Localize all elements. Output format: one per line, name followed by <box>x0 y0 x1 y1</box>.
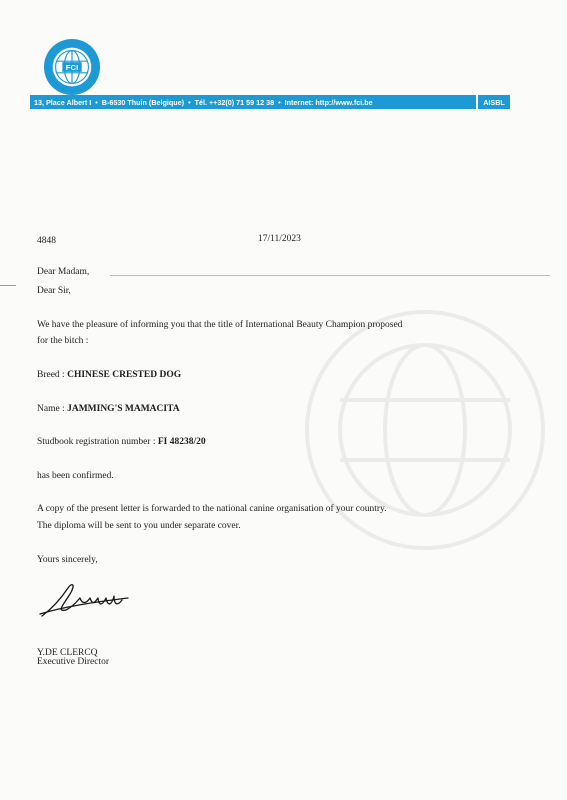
studbook-line <box>37 437 206 447</box>
diploma-line: The diploma will be sent to you under separate cover. <box>37 521 241 531</box>
fci-watermark <box>300 270 550 590</box>
city-text: B-6530 Thuin (Belgique) <box>101 97 185 107</box>
signatory-name: Y.DE CLERCQ <box>37 648 98 658</box>
studbook-value: FI 48238/20 <box>157 437 206 447</box>
legal-form-badge: AISBL <box>476 95 510 109</box>
header-banner <box>30 95 490 109</box>
closing-line: Yours sincerely, <box>37 555 98 565</box>
signature <box>36 574 132 622</box>
name-label: Name : <box>37 404 68 414</box>
bullet-separator: • <box>188 97 191 107</box>
phone-text: Tél. ++32(0) 71 59 12 38 <box>194 97 275 107</box>
margin-mark <box>0 285 16 286</box>
name-line <box>37 404 180 414</box>
copy-line: A copy of the present letter is forwarded to the national canine organisation of your country. <box>37 504 387 514</box>
intro-line-2: for the bitch : <box>37 336 89 346</box>
breed-value: CHINESE CRESTED DOG <box>67 370 182 380</box>
salutation-sir: Dear Sir, <box>37 286 71 296</box>
name-value: JAMMING'S MAMACITA <box>67 404 180 414</box>
internet-text: Internet: http://www.fci.be <box>284 97 373 107</box>
fci-logo <box>43 38 101 96</box>
fci-logo-text: FCI <box>65 62 79 72</box>
confirmed-line: has been confirmed. <box>37 471 114 481</box>
breed-label: Breed : <box>37 370 68 380</box>
bullet-separator: • <box>95 97 98 107</box>
salutation-madam: Dear Madam, <box>37 267 90 277</box>
divider <box>110 275 550 276</box>
bullet-separator: • <box>278 97 281 107</box>
intro-line-1: We have the pleasure of informing you that the title of International Beauty Champion proposed <box>37 320 403 330</box>
reference-number: 4848 <box>37 236 56 246</box>
studbook-label: Studbook registration number : <box>37 437 158 447</box>
letter-date: 17/11/2023 <box>258 234 301 244</box>
address-text: 13, Place Albert I <box>34 97 92 107</box>
breed-line <box>37 370 181 380</box>
signatory-title: Executive Director <box>37 657 110 667</box>
